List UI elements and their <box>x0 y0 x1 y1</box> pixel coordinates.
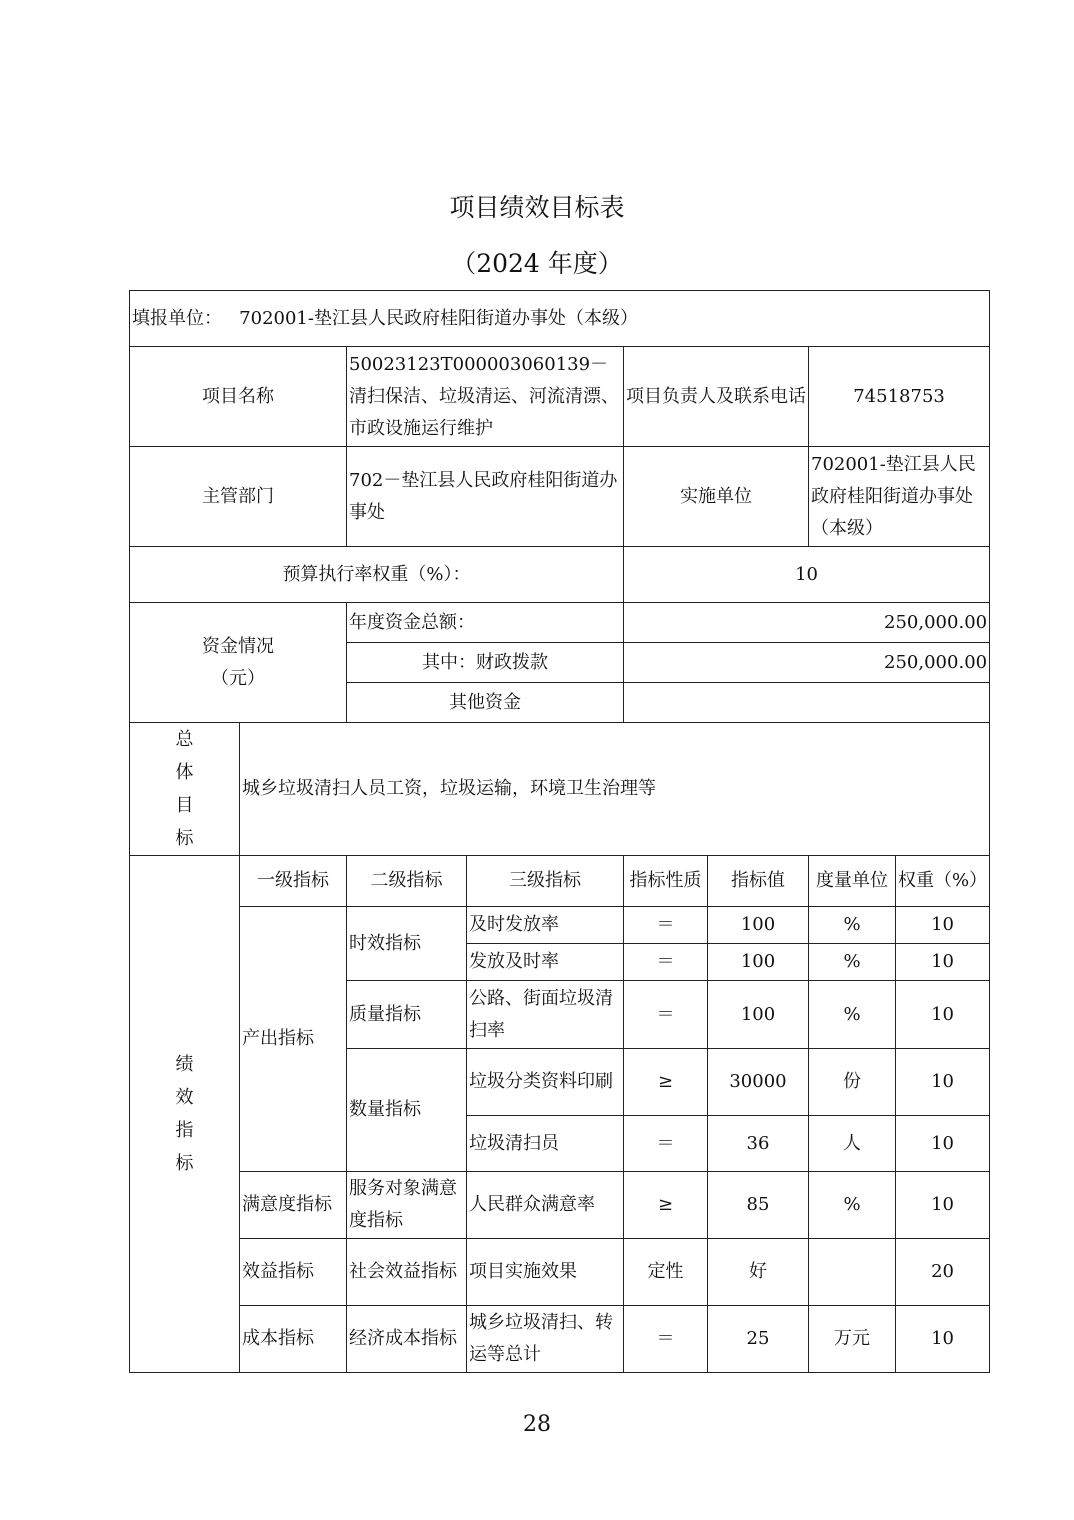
nature-cell: 定性 <box>624 1239 708 1306</box>
page-title: 项目绩效目标表 <box>449 193 625 222</box>
value-cell: 30000 <box>708 1049 809 1116</box>
level3-cell: 公路、街面垃圾清扫率 <box>467 981 624 1049</box>
unit-cell: 人 <box>809 1116 896 1172</box>
funds-total-row <box>130 603 990 643</box>
indicators-label <box>130 856 240 1373</box>
weight-cell: 10 <box>896 1049 990 1116</box>
funds-total-value: 250,000.00 <box>624 603 990 643</box>
goal-label-char: 目 <box>175 795 194 816</box>
level3-cell: 发放及时率 <box>467 944 624 981</box>
level3-cell: 垃圾分类资料印刷 <box>467 1049 624 1116</box>
indicators-label-char: 绩 <box>175 1054 194 1075</box>
value-cell: 100 <box>708 981 809 1049</box>
weight-cell: 10 <box>896 981 990 1049</box>
level1-cell: 满意度指标 <box>240 1172 347 1239</box>
level2-cell: 时效指标 <box>347 907 467 981</box>
goal-label-char: 体 <box>175 762 194 783</box>
overall-goal-label <box>130 723 240 856</box>
performance-target-table <box>129 290 990 1373</box>
funds-label-line2: （元） <box>211 667 265 689</box>
dept-value: 702－垫江县人民政府桂阳街道办事处 <box>347 447 624 547</box>
funds-label-line1: 资金情况 <box>202 635 274 657</box>
funds-other-label: 其他资金 <box>347 683 624 723</box>
indicator-header-row <box>130 856 990 907</box>
unit-cell: % <box>809 944 896 981</box>
unit-cell <box>809 1239 896 1306</box>
level1-cell: 效益指标 <box>240 1239 347 1306</box>
weight-cell: 10 <box>896 1306 990 1373</box>
weight-cell: 10 <box>896 944 990 981</box>
level1-cell: 成本指标 <box>240 1306 347 1373</box>
header-value: 指标值 <box>708 856 809 907</box>
unit-cell: % <box>809 1172 896 1239</box>
weight-cell: 10 <box>896 907 990 944</box>
value-cell: 25 <box>708 1306 809 1373</box>
reporting-unit-row <box>130 291 990 347</box>
level3-cell: 城乡垃圾清扫、转运等总计 <box>467 1306 624 1373</box>
level1-cell: 产出指标 <box>240 907 347 1172</box>
header-nature: 指标性质 <box>624 856 708 907</box>
unit-cell: 万元 <box>809 1306 896 1373</box>
funds-other-value <box>624 683 990 723</box>
weight-cell: 10 <box>896 1172 990 1239</box>
header-level1: 一级指标 <box>240 856 347 907</box>
nature-cell: ≥ <box>624 1172 708 1239</box>
nature-cell: ＝ <box>624 1306 708 1373</box>
reporting-unit-cell <box>130 291 990 347</box>
header-unit: 度量单位 <box>809 856 896 907</box>
project-contact-label: 项目负责人及联系电话 <box>624 347 809 447</box>
dept-label: 主管部门 <box>130 447 347 547</box>
table-row <box>130 1239 990 1306</box>
value-cell: 100 <box>708 907 809 944</box>
budget-rate-label: 预算执行率权重（%）： <box>130 547 624 603</box>
table-row <box>130 1172 990 1239</box>
value-cell: 100 <box>708 944 809 981</box>
weight-cell: 20 <box>896 1239 990 1306</box>
indicators-label-char: 效 <box>175 1087 194 1108</box>
funds-label <box>130 603 347 723</box>
reporting-unit-value: 702001-垫江县人民政府桂阳街道办事处（本级） <box>239 307 638 329</box>
nature-cell: ＝ <box>624 907 708 944</box>
funds-fiscal-value: 250,000.00 <box>624 643 990 683</box>
indicators-label-char: 标 <box>175 1153 194 1174</box>
goal-label-char: 标 <box>175 828 194 849</box>
level2-cell: 社会效益指标 <box>347 1239 467 1306</box>
value-cell: 36 <box>708 1116 809 1172</box>
page-subtitle: （2024 年度） <box>451 249 623 278</box>
value-cell: 好 <box>708 1239 809 1306</box>
level2-cell: 经济成本指标 <box>347 1306 467 1373</box>
nature-cell: ≥ <box>624 1049 708 1116</box>
overall-goal-row <box>130 723 990 856</box>
unit-cell: % <box>809 981 896 1049</box>
nature-cell: ＝ <box>624 981 708 1049</box>
level2-cell: 数量指标 <box>347 1049 467 1172</box>
department-row <box>130 447 990 547</box>
unit-cell: 份 <box>809 1049 896 1116</box>
weight-cell: 10 <box>896 1116 990 1172</box>
level3-cell: 项目实施效果 <box>467 1239 624 1306</box>
project-contact-value: 74518753 <box>809 347 990 447</box>
header-level3: 三级指标 <box>467 856 624 907</box>
level3-cell: 人民群众满意率 <box>467 1172 624 1239</box>
table-row <box>130 907 990 944</box>
header-level2: 二级指标 <box>347 856 467 907</box>
level2-cell: 服务对象满意度指标 <box>347 1172 467 1239</box>
project-name-row <box>130 347 990 447</box>
level2-cell: 质量指标 <box>347 981 467 1049</box>
table-row <box>130 1306 990 1373</box>
level3-cell: 及时发放率 <box>467 907 624 944</box>
project-name-value: 50023123T000003060139－清扫保洁、垃圾清运、河流清漂、市政设施运行维护 <box>347 347 624 447</box>
level3-cell: 垃圾清扫员 <box>467 1116 624 1172</box>
overall-goal-value: 城乡垃圾清扫人员工资，垃圾运输，环境卫生治理等 <box>240 723 990 856</box>
funds-fiscal-label: 其中：财政拨款 <box>347 643 624 683</box>
reporting-unit-label: 填报单位： <box>132 307 222 329</box>
goal-label-char: 总 <box>175 729 194 750</box>
project-name-label: 项目名称 <box>130 347 347 447</box>
page-number: 28 <box>523 1412 551 1437</box>
budget-rate-row <box>130 547 990 603</box>
nature-cell: ＝ <box>624 1116 708 1172</box>
value-cell: 85 <box>708 1172 809 1239</box>
budget-rate-value: 10 <box>624 547 990 603</box>
funds-total-label: 年度资金总额： <box>347 603 624 643</box>
indicators-label-char: 指 <box>175 1120 194 1141</box>
impl-unit-value: 702001-垫江县人民政府桂阳街道办事处（本级） <box>809 447 990 547</box>
impl-unit-label: 实施单位 <box>624 447 809 547</box>
unit-cell: % <box>809 907 896 944</box>
header-weight: 权重（%） <box>896 856 990 907</box>
nature-cell: ＝ <box>624 944 708 981</box>
